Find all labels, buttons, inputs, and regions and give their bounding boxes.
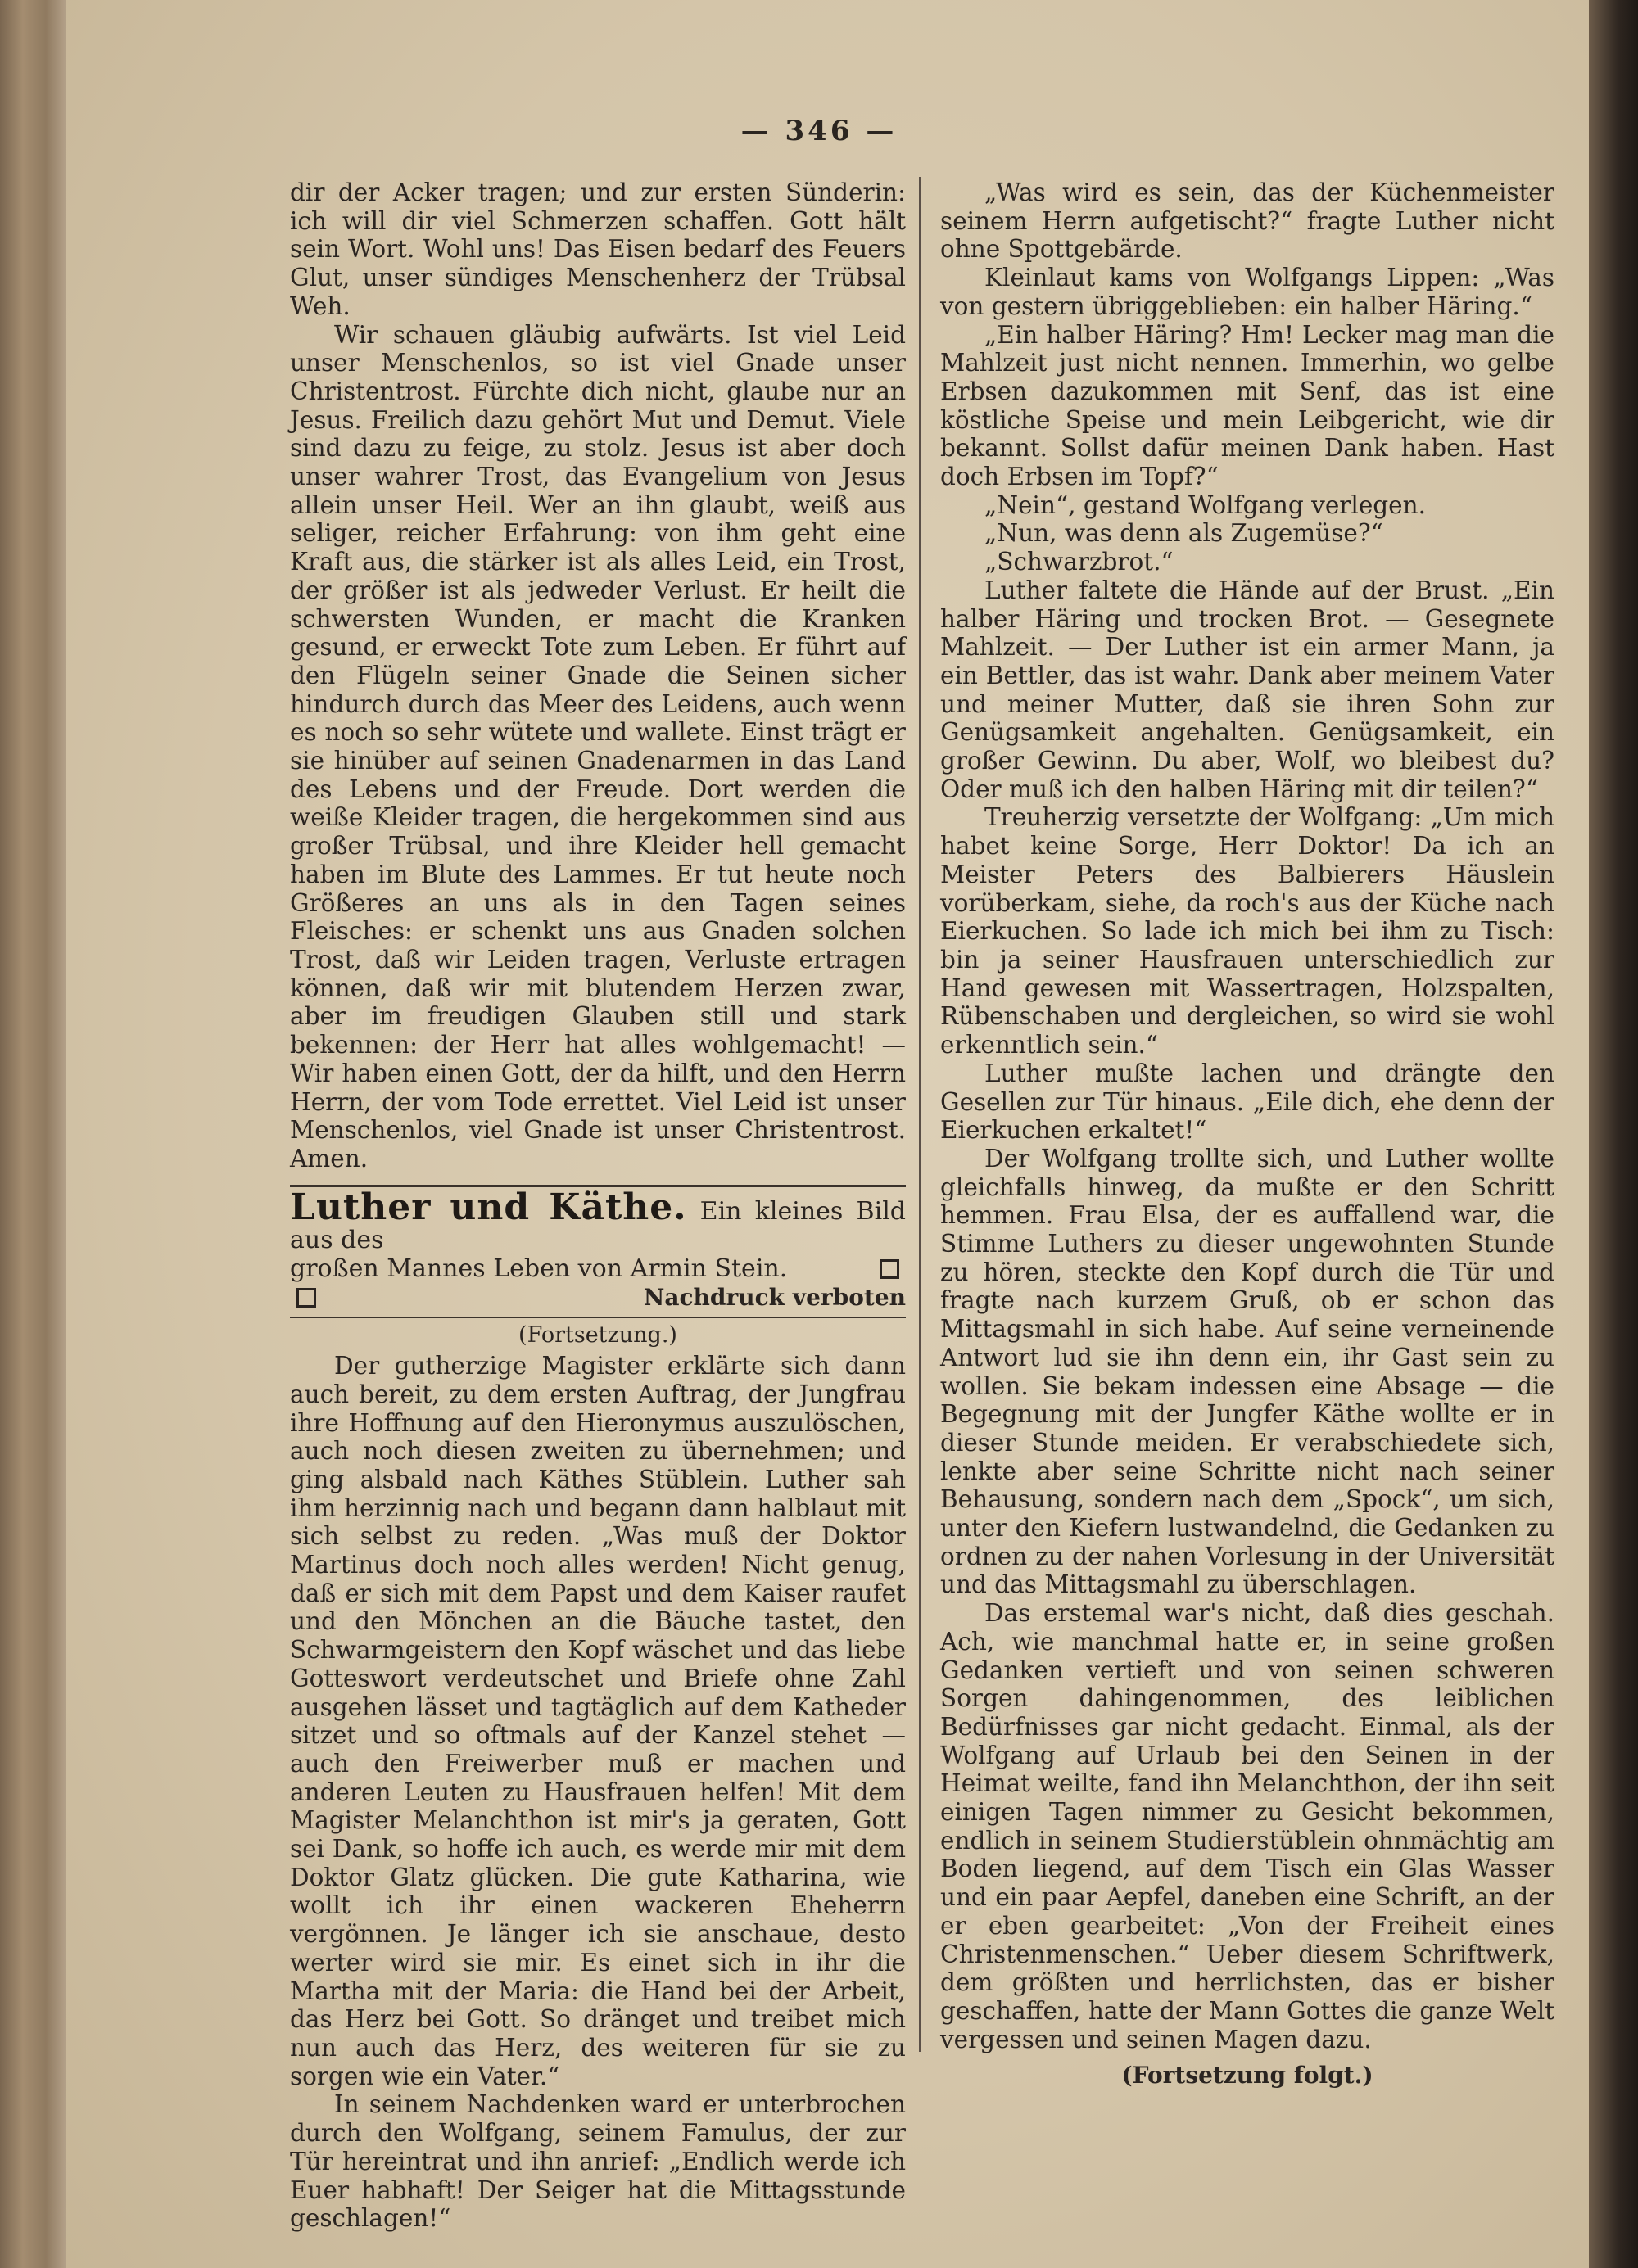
paragraph: „Nun, was denn als Zugemüse?“ — [984, 519, 1383, 548]
paragraph: „Was wird es sein, das der Küchenmeister seinem Herrn aufgetischt?“ fragte Luther nicht ohne Spottgebärde. — [940, 178, 1554, 264]
header-underline — [290, 1317, 906, 1318]
left-column — [290, 178, 906, 2233]
paragraph: Wir schauen gläubig aufwärts. Ist viel Leid unser Menschenlos, so ist viel Gnade unser Christentrost. Fürchte dich nicht, glaube nur an Jesus. Freilich dazu gehört Mut und Demut. Viele sind dazu zu feige, zu stolz. Jesus ist aber doch unser wahrer Trost, das Evangelium von Jesus allein unser Heil. Wer an ihn glaubt, weiß aus seliger, reicher Erfahrung: von ihm geht eine Kraft aus, die stärker ist als alles Leid, ein Trost, der größer ist als jedweder Verlust. Er heilt die schwersten Wunden, er macht die Kranken gesund, er erweckt Tote zum Leben. Er führt auf den Flügeln seiner Gnade die Seinen sicher hindurch durch das Meer des Leidens, auch wenn es noch so sehr wütete und wallete. Einst trägt er sie hinüber auf seinen Gnadenarmen in das Land des Lebens und der Freude. Dort werden die weiße Kleider tragen, die hergekommen sind aus großer Trübsal, und ihre Kleider hell gemacht haben im Blute des Lammes. Er tut heute noch Größeres an uns als in den Tagen seines Fleisches: er schenkt uns aus Gnaden solchen Trost, daß wir Leiden tragen, Verluste ertragen können, daß wir mit blutendem Herzen zwar, aber im freudigen Glauben still und stark bekennen: der Herr hat alles wohlgemacht! — Wir haben einen Gott, der da hilft, und den Herrn Herrn, der vom Tode errettet. Viel Leid ist unser Menschenlos, viel Gnade ist unser Christentrost. Amen. — [290, 320, 906, 1172]
paragraph: dir der Acker tragen; und zur ersten Sünderin: ich will dir viel Schmerzen schaffen. Gott hält sein Wort. Wohl uns! Das Eisen bedarf des Feuers Glut, unser sündiges Menschenherz der Trübsal Weh. — [290, 178, 906, 320]
copyright-notice: Nachdruck verboten — [643, 1283, 906, 1311]
paragraph: „Schwarzbrot.“ — [984, 548, 1174, 576]
column-divider — [919, 177, 921, 2052]
article-header — [290, 1186, 906, 1312]
paragraph: In seinem Nachdenken ward er unterbrochen durch den Wolfgang, seinem Famulus, der zur Tür hereintrat und ihn anrief: „Endlich werde ich Euer habhaft! Der Seiger hat die Mittagsstunde geschlagen!“ — [290, 2090, 906, 2233]
paragraph: Das erstemal war's nicht, daß dies geschah. Ach, wie manchmal hatte er, in seine großen Gedanken vertieft und von seinen schweren Sorgen dahingenommen, des leiblichen Bedürfnisses gar nicht gedacht. Einmal, als der Wolfgang auf Urlaub bei den Seinen in der Heimat weilte, fand ihn Melanchthon, der ihn seit einigen Tagen nimmer zu Gesicht bekommen, endlich in seinem Studierstüblein ohnmächtig am Boden liegend, auf dem Tisch ein Glas Wasser und ein paar Aepfel, daneben eine Schrift, an der er eben gearbeitet: „Von der Freiheit eines Christenmenschen.“ Ueber diesem Schriftwerk, dem größten und herrlichsten, das er bisher geschaffen, hatte der Mann Gottes die ganze Welt vergessen und seinen Magen dazu. — [940, 1599, 1554, 2053]
paragraph: Kleinlaut kams von Wolfgangs Lippen: „Was von gestern übriggeblieben: ein halber Häring.“ — [940, 264, 1554, 320]
paragraph: Luther faltete die Hände auf der Brust. „Ein halber Häring und trocken Brot. — Gesegnete Mahlzeit. — Der Luther ist ein armer Mann, ja ein Bettler, das ist wahr. Dank aber meinem Vater und meiner Mutter, daß sie ihren Sohn zur Genügsamkeit angehalten. Genügsamkeit, ein großer Gewinn. Du aber, Wolf, wo bleibest du? Oder muß ich den halben Häring mit dir teilen?“ — [940, 576, 1554, 803]
paragraph: Der Wolfgang trollte sich, und Luther wollte gleichfalls hinweg, da mußte er den Schritt hemmen. Frau Elsa, der es auffallend war, die Stimme Luthers zu dieser ungewohnten Stunde zu hören, steckte den Kopf durch die Tür und fragte nach kurzem Gruß, ob er schon das Mittagsmahl in sich habe. Auf seine verneinende Antwort lud sie ihn denn ein, ihr Gast sein zu wollen. Sie bekam indessen eine Absage — die Begegnung mit der Jungfer Käthe wollte er in dieser Stunde meiden. Er verabschiedete sich, lenkte aber seine Schritte nicht nach seiner Behausung, sondern nach dem „Spock“, um sich, unter den Kiefern lustwandelnd, die Gedanken zu ordnen zu der nahen Vorlesung in der Universität und das Mittagsmahl zu überschlagen. — [940, 1144, 1554, 1599]
ornament-square-icon — [296, 1288, 316, 1308]
book-spine-edge — [0, 0, 66, 2268]
to-be-continued-label: (Fortsetzung folgt.) — [1121, 2062, 1373, 2090]
paragraph: Treuherzig versetzte der Wolfgang: „Um mich habet keine Sorge, Herr Doktor! Da ich an Meister Peters des Balbierers Häuslein vorüberkam, siehe, da roch's aus der Küche nach Eierkuchen. So lade ich mich bei ihm zu Tisch: bin ja seiner Hausfrauen unterschiedlich zur Hand gewesen mit Wassertragen, Holzspalten, Rübenschaben und dergleichen, so wird sie wohl erkenntlich sein.“ — [940, 803, 1554, 1059]
article-subtitle-a: Ein kleines Bild aus des — [290, 1196, 906, 1255]
paragraph: „Ein halber Häring? Hm! Lecker mag man die Mahlzeit just nicht nennen. Immerhin, wo gelbe Erbsen dazukommen mit Senf, das ist eine köstliche Speise und mein Leibgericht, wie dir bekannt. Sollst dafür meinen Dank haben. Hast doch Erbsen im Topf?“ — [940, 320, 1554, 491]
article-subtitle-b: großen Mannes Leben von Armin Stein. — [290, 1254, 788, 1284]
next-page-edge — [1589, 0, 1638, 2268]
ornament-square-icon — [880, 1259, 899, 1279]
continuation-label: (Fortsetzung.) — [518, 1322, 677, 1349]
page-number: — 346 — — [740, 115, 898, 147]
article-headline: Luther und Käthe. — [290, 1186, 687, 1228]
right-column — [940, 178, 1554, 2090]
paragraph: „Nein“, gestand Wolfgang verlegen. — [984, 490, 1427, 519]
notice-row — [290, 1284, 906, 1312]
paragraph: Der gutherzige Magister erklärte sich dann auch bereit, zu dem ersten Auftrag, der Jungfrau ihre Hoffnung auf den Hieronymus auszulöschen, auch noch diesen zweiten zu übernehmen; und ging alsbald nach Käthes Stüblein. Luther sah ihm herzinnig nach und begann dann halblaut mit sich selbst zu reden. „Was muß der Doktor Martinus doch noch alles werden! Nicht genug, daß er sich mit dem Papst und dem Kaiser raufet und den Mönchen an die Bäuche tastet, den Schwarmgeistern den Kopf wäschet und das liebe Gotteswort verdeutschet und Briefe ohne Zahl ausgehen lässet und tagtäglich auf dem Katheder sitzet und so oftmals auf der Kanzel stehet — auch den Freiwerber muß er machen und anderen Leuten zu Hausfrauen helfen! Mit dem Magister Melanchthon ist mir's ja geraten, Gott sei Dank, so hoffe ich auch, es werde mir mit dem Doktor Glatz glücken. Die gute Katharina, wie wollt ich ihr einen wackeren Eheherrn vergönnen. Je länger ich sie anschaue, desto werter wird sie mir. Es einet sich in ihr die Martha mit der Maria: die Hand bei der Arbeit, das Herz bei Gott. So dränget und treibet mich nun auch das Herz, des weiteren für sie zu sorgen wie ein Vater.“ — [290, 1352, 906, 2090]
paragraph: Luther mußte lachen und drängte den Gesellen zur Tür hinaus. „Eile dich, ehe denn der Eierkuchen erkaltet!“ — [940, 1059, 1554, 1145]
subtitle-row — [290, 1255, 906, 1284]
